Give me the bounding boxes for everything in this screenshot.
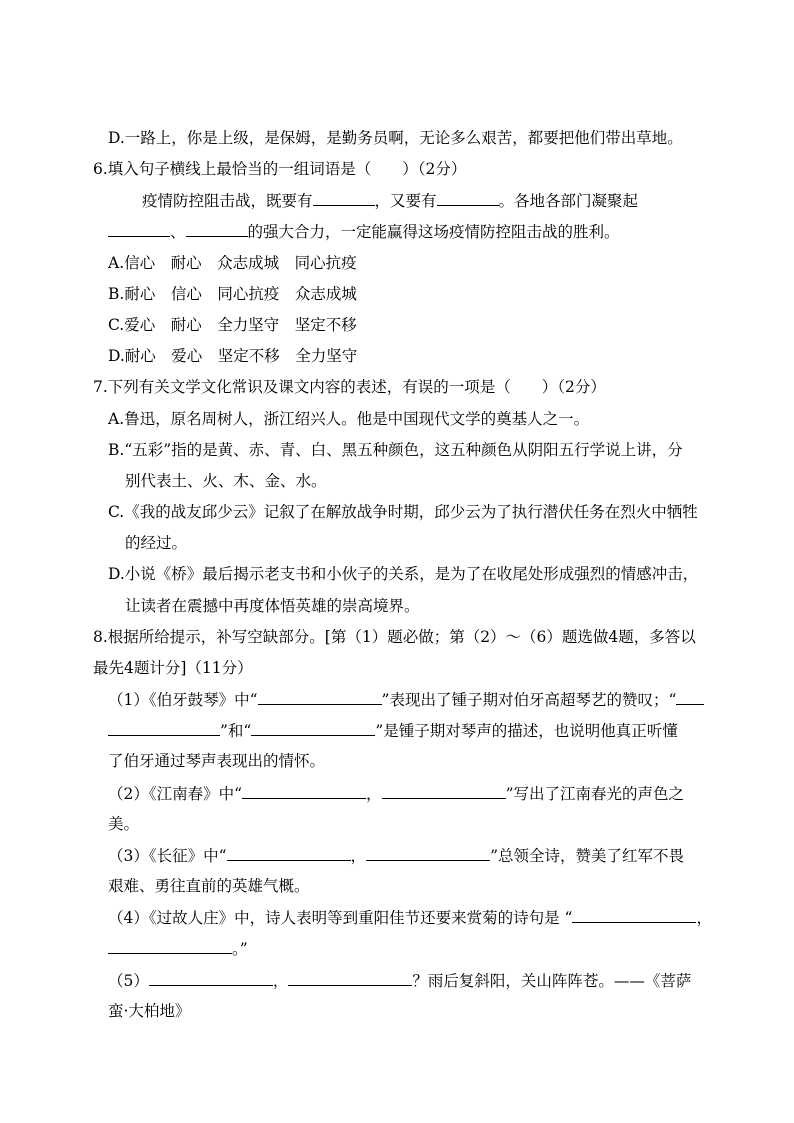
q8-4-line1 [108, 907, 712, 928]
q8-text: ”总领全诗，赞美了红军不畏 [490, 847, 684, 865]
q7-option-c-cont: 的经过。 [125, 534, 188, 552]
q8-text: ”表现出了锺子期对伯牙高超琴艺的赞叹；“ [381, 691, 677, 709]
q8-2-line2: 美。 [108, 815, 140, 833]
q8-5-line2: 蛮·大柏地》 [108, 1002, 191, 1020]
answer-blank [108, 938, 232, 954]
q7-option-b-cont: 别代表土、火、木、金、水。 [125, 472, 327, 490]
q8-1-line2 [108, 720, 678, 741]
q6-option-c: C.爱心 耐心 全力坚守 坚定不移 [108, 316, 357, 334]
answer-blank [186, 221, 248, 237]
q6-text: 、 [170, 223, 186, 241]
q8-text: （3）《长征》中“ [108, 847, 227, 865]
q7-option-d-cont: 让读者在震撼中再度体悟英雄的崇高境界。 [125, 597, 420, 615]
q7-option-d: D.小说《桥》最后揭示老支书和小伙子的关系，是为了在收尾处形成强烈的情感冲击， [108, 565, 699, 583]
q6-text: 的强大合力，一定能赢得这场疫情防控阻击战的胜利。 [247, 223, 620, 241]
answer-blank [288, 970, 412, 986]
answer-blank [227, 845, 351, 861]
q8-text: 。” [232, 940, 248, 958]
q6-sentence-line2 [108, 221, 620, 242]
answer-blank [242, 783, 366, 799]
q8-2-line1 [108, 783, 684, 804]
q8-4-line2 [108, 938, 248, 959]
q8-stem-cont: 最先4题计分]（11分） [93, 659, 253, 677]
q8-text: ， [696, 909, 712, 927]
q6-sentence-line1 [142, 190, 638, 211]
q8-stem: 8.根据所给提示，补写空缺部分。[第（1）题必做；第（2）～（6）题选做4题，多答以 [93, 628, 696, 646]
q8-text: （4）《过故人庄》中，诗人表明等到重阳佳节还要来赏菊的诗句是 “ [108, 909, 573, 927]
q6-option-b: B.耐心 信心 同心抗疫 众志成城 [108, 285, 357, 303]
q8-text: （2）《江南春》中“ [108, 785, 243, 803]
q6-stem: 6.填入句子横线上最恰当的一组词语是（ ）（2分） [93, 160, 467, 178]
q8-text: ， [350, 847, 367, 865]
answer-blank [149, 970, 273, 986]
q7-option-b: B.“五彩”指的是黄、赤、青、白、黑五种颜色，这五种颜色从阴阳五行学说上讲，分 [108, 441, 683, 459]
q8-text: ”和“ [220, 722, 252, 740]
q8-text: ， [272, 972, 289, 990]
answer-blank [108, 720, 220, 736]
answer-blank [251, 720, 375, 736]
q8-text: ？雨后复斜阳，关山阵阵苍。——《菩萨 [412, 972, 692, 990]
answer-blank [313, 190, 375, 206]
answer-blank [572, 907, 696, 923]
q8-1-line3: 了伯牙通过琴声表现出的情怀。 [108, 752, 326, 770]
q6-option-d: D.耐心 爱心 坚定不移 全力坚守 [108, 347, 358, 365]
q6-text: 。各地各部门凝聚起 [498, 192, 639, 210]
q8-1-line1 [108, 689, 704, 710]
answer-blank [437, 190, 499, 206]
q7-stem: 7.下列有关文学文化常识及课文内容的表述，有误的一项是（ ）（2分） [93, 378, 606, 396]
q8-text: （5） [108, 972, 149, 990]
q6-text: 疫情防控阻击战，既要有 [142, 192, 313, 210]
q8-3-line1 [108, 845, 684, 866]
q6-text: ，又要有 [374, 192, 437, 210]
answer-blank [108, 221, 170, 237]
answer-blank [258, 689, 382, 705]
q7-option-c: C.《我的战友邱少云》记叙了在解放战争时期，邱少云为了执行潜伏任务在烈火中牺牲 [108, 503, 698, 521]
q8-text: ”写出了江南春光的声色之 [505, 785, 684, 803]
answer-blank [382, 783, 506, 799]
q7-option-a: A.鲁迅，原名周树人，浙江绍兴人。他是中国现代文学的奠基人之一。 [108, 410, 590, 428]
q6-option-a: A.信心 耐心 众志成城 同心抗疫 [108, 254, 357, 272]
answer-blank [676, 689, 704, 705]
q8-text: ”是锺子期对琴声的描述，也说明他真正听懂 [375, 722, 678, 740]
q5-option-d: D.一路上，你是上级，是保姆，是勤务员啊，无论多么艰苦，都要把他们带出草地。 [108, 129, 683, 147]
q8-text: （1）《伯牙鼓琴》中“ [108, 691, 258, 709]
q8-text: ， [366, 785, 382, 803]
answer-blank [366, 845, 490, 861]
q8-5-line1 [108, 970, 691, 991]
q8-3-line2: 艰难、勇往直前的英雄气概。 [108, 877, 310, 895]
